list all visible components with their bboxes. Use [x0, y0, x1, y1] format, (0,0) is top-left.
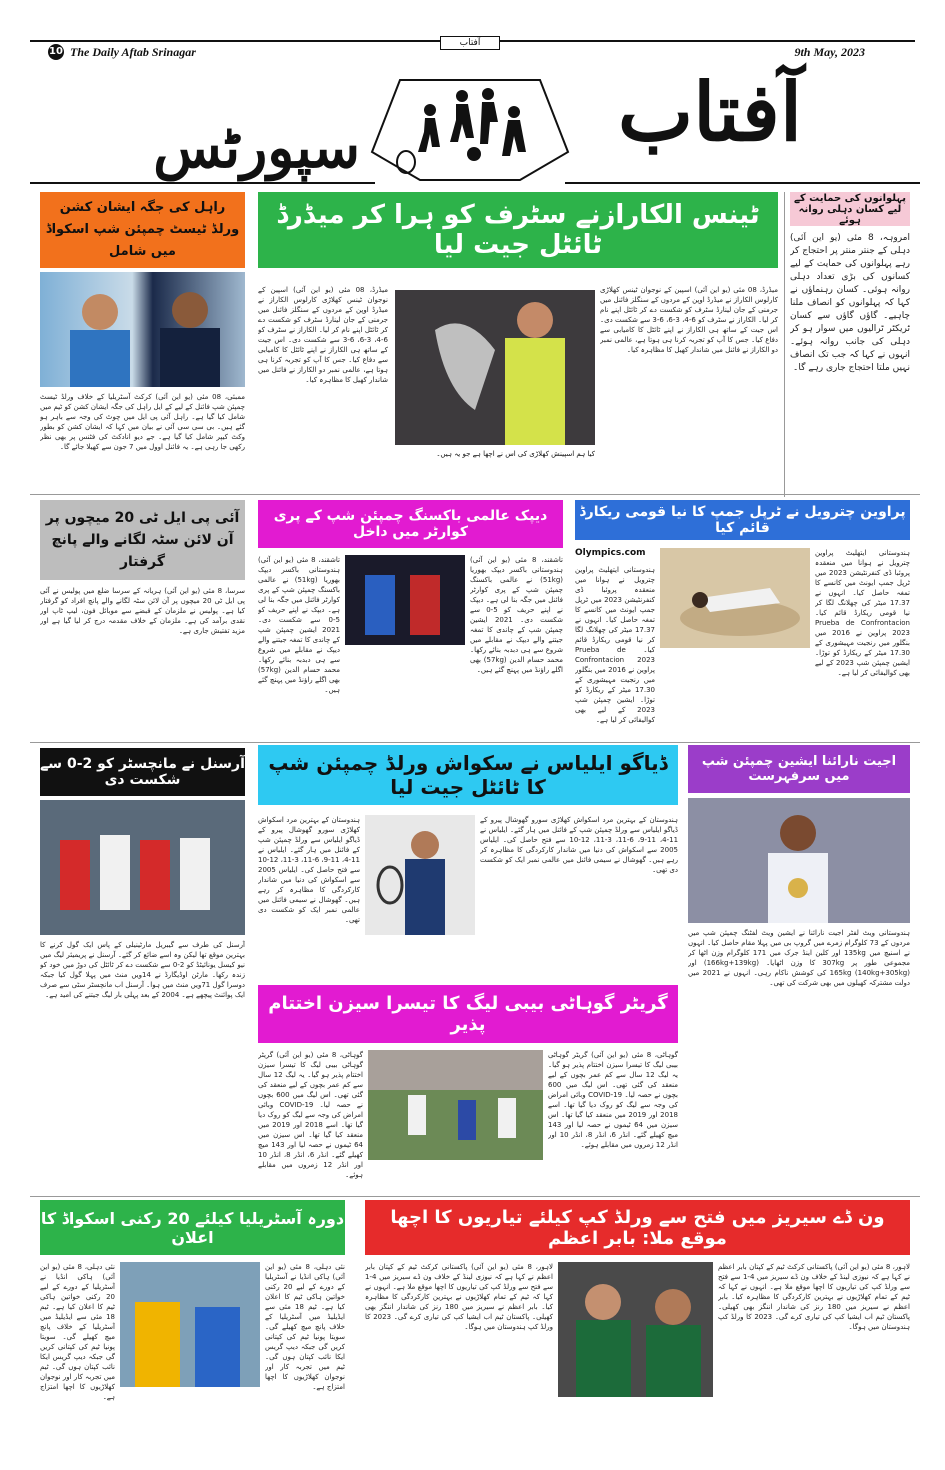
- rahul-photo: [40, 272, 245, 387]
- boxing-body-left: تاشقند، 8 مئی (یو این آئی) ہندوستانی باکسر دیپک بھوریا (51kg) نے عالمی باکسنگ چمپئن شپ کے پری کوارٹر فائنل میں جگہ بنا لی ہے۔ دیپک نے اپنے حریف کو 5-0 سے شکست دی۔ 2021 ایشین چمپئن شپ کے چاندی کا تمغہ جیتنے والے دیپک نے مقابلے میں شروع سے ہی دبدبہ بنائے رکھا۔ محمد حسام الدین (57kg) بھی اگلے راؤنڈ میں پہنچ گئے ہیں۔: [470, 556, 563, 674]
- babar-headline: ون ڈے سیریز میں فتح سے ورلڈ کپ کیلئے تیاریوں کا اچھا موقع ملا: بابر اعظم: [365, 1200, 910, 1255]
- ajith-photo: [688, 798, 910, 923]
- hockey-body-left: نئی دہلی، 8 مئی (یو این آئی) ہاکی انڈیا نے آسٹریلیا کے دورے کے لیے 20 رکنی خواتین ہاکی ٹیم کا اعلان کیا ہے۔ ٹیم 18 مئی سے ایڈیلیڈ میں آسٹریلیا کے خلاف پانچ میچ کھیلے گی۔ سویتا پونیا ٹیم کی کپتانی کریں گی جبکہ دیپ گریس ایکا نائب کپتان ہوں گی۔ ٹیم میں تجربہ کار اور نوجوان کھلاڑیوں کا اچھا امتزاج ہے۔: [265, 1263, 345, 1391]
- row-divider-2: [30, 742, 920, 743]
- praveen-body-right: ہندوستانی ایتھلیٹ پراوین چترویل نے ہوانا میں منعقدہ پروئبا ڈی کنفرنٹیشن 2023 میں ٹرپل جمپ ایونٹ میں کانسے کا تمغہ حاصل کیا۔ انہوں نے 17.37 میٹر کی چھلانگ لگا کر نیا قومی ریکارڈ قائم کیا۔ Prueba de Confrontacion 2023 پراوین نے 2016 میں بنگلور میں رنجیت مہیشوری کے 17.30 میٹر کے ریکارڈ کو توڑا۔ ایشین چمپئن شپ 2023 کے لیے بھی کوالیفائی کر لیا ہے۔: [815, 549, 910, 677]
- sports-logo-icon: [370, 72, 570, 182]
- triple-jump-photo-icon: [660, 548, 810, 648]
- alcaraz-photo: [395, 290, 595, 445]
- ajith-headline: اجیت نارائنا ایشین چمپئن شپ میں سرفہرست: [688, 745, 910, 793]
- rahul-body: ممبئی، 08 مئی (یو این آئی) کرکٹ آسٹریلیا کے خلاف ورلڈ ٹیسٹ چمپئن شپ فائنل کے لیے کے ایل راہل کی جگہ ایشان کشن کو ٹیم میں شامل کیا گیا ہے۔ راہل آئی پی ایل میں چوٹ کی وجہ سے باہر ہو گئے ہیں۔ بی سی سی آئی نے بیان میں کہا کہ ایشان کشن کو بطور وکٹ کیپر شامل کیا گیا ہے۔ جے دیو انادکٹ کی فٹنس پر بھی نظر رکھی جا رہی ہے۔ یہ فائنل اوول میں 7 جون سے کھیلا جائے گا۔: [40, 393, 245, 451]
- praveen-headline: پراوین چترویل نے ٹرپل جمپ کا نیا قومی ریکارڈ قائم کیا: [575, 500, 910, 540]
- page-number: 10: [48, 44, 64, 60]
- masthead-subtitle: سپورٹس: [153, 115, 360, 181]
- alcaraz-body-right: میڈرڈ، 08 مئی (یو این آئی) اسپین کے نوجوان ٹینس کھلاڑی کارلوس الکاراز نے میڈرڈ اوپن کے مردوں کے سنگلز فائنل میں جرمنی کے جان لینارڈ سٹرف کو شکست دے کر ٹائٹل اپنے نام کر لیا۔ الکاراز نے سٹرف کو 6-4، 3-6، 6-3 سے شکست دی۔ اس جیت کے ساتھ ہی الکاراز نے اپنے ٹائٹل کا کامیابی سے دفاع کیا۔ جس کا آپ کو تجربہ کرنا ہی ہوتا ہے، عالمی نمبر دو الکاراز نے فائنل میں شاندار کھیل کا مظاہرہ کیا۔: [600, 286, 778, 354]
- guwahati-photo: [368, 1050, 543, 1160]
- column-divider: [784, 192, 785, 497]
- arsenal-photo: [40, 800, 245, 935]
- masthead-title: آفتاب: [617, 65, 803, 159]
- ipl-body: سرسا، 8 مئی (یو این آئی) ہریانہ کے سرسا ضلع میں پولیس نے آئی پی ایل ٹی 20 میچوں پر آن لائن سٹہ لگانے والے پانچ افراد کو گرفتار کیا ہے۔ پولیس نے ملزمان کے قبضے سے موبائل فون، لیپ ٹاپ اور نقدی برآمد کی ہے۔ ملزمان کے خلاف مقدمہ درج کر لیا گیا ہے اور مزید تفتیش جاری ہے۔: [40, 587, 245, 635]
- small-logo: آفتاب: [440, 36, 500, 50]
- row-divider-3: [30, 1196, 920, 1197]
- boxing-photo: [345, 555, 465, 645]
- guwahati-body-right: گوہاٹی، 8 مئی (یو این آئی) گریٹر گوہاٹی بیبی لیگ کا تیسرا سیزن اختتام پذیر ہو گیا۔ یہ لیگ 12 سال سے کم عمر بچوں کے لیے منعقد کی گئی تھی۔ اس لیگ میں 600 بچوں نے حصہ لیا۔ COVID-19 وبائی امراض کی وجہ سے لیگ کو روک دیا گیا تھا۔ اسے 2018 اور 2019 میں منعقد کیا گیا تھا۔ اس سیزن میں 64 ٹیموں نے حصہ لیا اور 143 میچ کھیلے گئے۔ انڈر 6، انڈر 8، انڈر 10 اور انڈر 12 زمروں میں مقابلے ہوئے۔: [258, 1051, 363, 1179]
- weightlifter-photo-icon: [688, 798, 910, 923]
- wrestlers-headline: پہلوانوں کی حمایت کے لیے کسان دہلی روانہ ہوئے: [790, 192, 910, 226]
- hockey-body-right: نئی دہلی، 8 مئی (یو این آئی) ہاکی انڈیا نے آسٹریلیا کے دورے کے لیے 20 رکنی خواتین ہاکی ٹیم کا اعلان کیا ہے۔ ٹیم 18 مئی سے ایڈیلیڈ میں آسٹریلیا کے خلاف پانچ میچ کھیلے گی۔ سویتا پونیا ٹیم کی کپتانی کریں گی جبکہ دیپ گریس ایکا نائب کپتان ہوں گی۔ ٹیم میں تجربہ کار اور نوجوان کھلاڑیوں کا اچھا امتزاج ہے۔: [40, 1263, 115, 1401]
- tennis-player-photo-icon: [395, 290, 595, 445]
- rahul-headline: راہل کی جگہ ایشان کشن ورلڈ ٹیسٹ چمپئن شپ اسکواڈ میں شامل: [40, 192, 245, 268]
- hockey-photo: [120, 1262, 260, 1387]
- alcaraz-headline: ٹینس الکارازنے سٹرف کو ہرا کر میڈرڈ ٹائٹل جیت لیا: [258, 192, 778, 268]
- wrestlers-body: امروہہ، 8 مئی (یو این آئی) دہلی کے جنتر منتر پر احتجاج کر رہے پہلوانوں کی حمایت کے لیے کسانوں کی بڑی تعداد دہلی روانہ ہوئی۔ کسان رہنماؤں نے کہا کہ پہلوانوں کو انصاف ملنا چاہیے۔ گاؤں گاؤں سے کسان ٹریکٹر ٹرالیوں میں سوار ہو کر دہلی کی جانب روانہ ہوئے۔ انہوں نے کہا کہ جب تک انصاف نہیں ملتا احتجاج جاری رہے گا۔: [790, 233, 910, 373]
- masthead-rule-left: [30, 182, 375, 184]
- issue-date: 9th May, 2023: [794, 45, 865, 59]
- guwahati-headline: گریٹر گوہاٹی بیبی لیگ کا تیسرا سیزن اختتام پذیر: [258, 985, 678, 1043]
- ajith-body: ہندوستانی ویٹ لفٹر اجیت نارائنا نے ایشین ویٹ لفٹنگ چمپئن شپ میں مردوں کے 73 کلوگرام زمرے میں گروپ بی میں پہلا مقام حاصل کیا۔ انہوں نے اسنیچ میں 135kg اور کلین اینڈ جرک میں 171 کلوگرام وزن اٹھا کر مجموعی طور پر 307kg کا وزن اٹھایا۔ (166kg+139kg) اور (140kg+305kg) 165kg کی کوشش ناکام رہی۔ انہوں نے 2021 میں دولت مشترکہ کھیلوں میں بھی شرکت کی تھی۔: [688, 929, 910, 987]
- paper-name: The Daily Aftab Srinagar: [70, 45, 196, 59]
- boxing-headline: دیپک عالمی باکسنگ چمپئن شپ کے پری کوارٹر میں داخل: [258, 500, 563, 548]
- players-photo-icon: [40, 272, 245, 387]
- praveen-photo-credit: Olympics.com: [575, 548, 646, 558]
- arsenal-headline: آرسنل نے مانچسٹر کو 2-0 سے شکست دی: [40, 748, 245, 796]
- squash-body-right: ہندوستان کے بہترین مرد اسکواش کھلاڑی سورو گھوشال پیرو کے ڈیاگو ایلیاس سے ورلڈ چمپئن شپ کے فائنل میں ہار گئے۔ ایلیاس نے 11-4، 11-9، 6-11، 3-11، 12-10 سے فتح حاصل کی۔ ایلیاس 2005 سے اسکواش کی دنیا میں شاندار کارکردگی کا مظاہرہ کر رہے ہیں۔ گھوشال نے سیمی فائنل میں عالمی نمبر ایک کو شکست دی تھی۔: [258, 816, 360, 924]
- praveen-photo: [660, 548, 810, 648]
- hockey-players-photo-icon: [120, 1262, 260, 1387]
- guwahati-body-left: گوہاٹی، 8 مئی (یو این آئی) گریٹر گوہاٹی بیبی لیگ کا تیسرا سیزن اختتام پذیر ہو گیا۔ یہ لیگ 12 سال سے کم عمر بچوں کے لیے منعقد کی گئی تھی۔ اس لیگ میں 600 بچوں نے حصہ لیا۔ COVID-19 وبائی امراض کی وجہ سے لیگ کو روک دیا گیا تھا۔ اسے 2018 اور 2019 میں منعقد کیا گیا تھا۔ اس سیزن میں 64 ٹیموں نے حصہ لیا اور 143 میچ کھیلے گئے۔ انڈر 6، انڈر 8، انڈر 10 اور انڈر 12 زمروں میں مقابلے ہوئے۔: [548, 1051, 678, 1149]
- squash-player-photo-icon: [365, 815, 475, 935]
- babar-body-right: لاہور، 8 مئی (یو این آئی) پاکستانی کرکٹ ٹیم کے کپتان بابر اعظم نے کہا ہے کہ نیوزی لینڈ کے خلاف ون ڈے سیریز میں 4-1 سے فتح سے ورلڈ کپ کی تیاریوں کا اچھا موقع ملا ہے۔ انہوں نے کہا کہ ٹیم کے تمام کھلاڑیوں نے بہترین کارکردگی کا مظاہرہ کیا۔ بابر اعظم نے سیریز میں 180 رنز کی شاندار اننگز بھی کھیلی۔ پاکستان ٹیم اب ایشیا کپ کی تیاری کرے گی۔ 2023 کا ورلڈ کپ ہندوستان میں ہوگا۔: [365, 1263, 553, 1331]
- football-players-photo-icon: [40, 800, 245, 935]
- alcaraz-body-left: میڈرڈ، 08 مئی (یو این آئی) اسپین کے نوجوان ٹینس کھلاڑی کارلوس الکاراز نے میڈرڈ اوپن کے مردوں کے سنگلز فائنل میں جرمنی کے جان لینارڈ سٹرف کو شکست دے کر ٹائٹل اپنے نام کر لیا۔ الکاراز نے سٹرف کو 6-4، 3-6، 6-3 سے شکست دی۔ اس جیت کے ساتھ ہی الکاراز نے اپنے ٹائٹل کا کامیابی سے دفاع کیا۔ جس کا آپ کو تجربہ کرنا ہی ہوتا ہے، عالمی نمبر دو الکاراز نے فائنل میں شاندار کھیل کا مظاہرہ کیا۔: [258, 286, 388, 384]
- alcaraz-caption: کیا ہم اسپینش کھلاڑی کی اس نے اچھا ہے جو یہ ہیں۔: [436, 450, 595, 458]
- squash-headline: ڈیاگو ایلیاس نے سکواش ورلڈ چمپئن شپ کا ٹائٹل جیت لیا: [258, 745, 678, 805]
- hockey-headline: دورہ آسٹریلیا کیلئے 20 رکنی اسکواڈ کا اعلان: [40, 1200, 345, 1255]
- squash-body-left: ہندوستان کے بہترین مرد اسکواش کھلاڑی سورو گھوشال پیرو کے ڈیاگو ایلیاس سے ورلڈ چمپئن شپ کے فائنل میں ہار گئے۔ ایلیاس نے 11-4، 11-9، 6-11، 3-11، 12-10 سے فتح حاصل کی۔ ایلیاس 2005 سے اسکواش کی دنیا میں شاندار کارکردگی کا مظاہرہ کر رہے ہیں۔ گھوشال نے سیمی فائنل میں عالمی نمبر ایک کو شکست دی تھی۔: [480, 816, 678, 874]
- kids-football-photo-icon: [368, 1050, 543, 1160]
- ipl-headline: آئی پی ایل ٹی 20 میچوں پر آن لائن سٹہ لگانے والے پانچ گرفتار: [40, 500, 245, 580]
- row-divider-1: [30, 494, 920, 495]
- arsenal-body: آرسنل کی طرف سے گیبریل مارٹینیلی کے پاس ایک گول کرنے کا بہترین موقع تھا لیکن وہ اسے ضائع کر گئے۔ آرسنل نے پریمیئر لیگ میں نیو کیسل یونائیٹڈ کو 2-0 سے شکست دے کر ٹائٹل کی دوڑ میں خود کو زندہ رکھا۔ مارٹن اوڈیگارڈ نے 14ویں منٹ میں پہلا گول کیا جبکہ دوسرا گول 71ویں منٹ میں ہوا۔ آرسنل اب مانچسٹر سٹی سے صرف ایک پوائنٹ پیچھے ہے۔ 2004 کے بعد پہلی بار لیگ جیتنے کی امید ہے۔: [40, 941, 245, 999]
- praveen-body-left: ہندوستانی ایتھلیٹ پراوین چترویل نے ہوانا میں منعقدہ پروئبا ڈی کنفرنٹیشن 2023 میں ٹرپل جمپ ایونٹ میں کانسے کا تمغہ حاصل کیا۔ انہوں نے 17.37 میٹر کی چھلانگ لگا کر نیا قومی ریکارڈ قائم کیا۔ Prueba de Confrontacion 2023 پراوین نے 2016 میں بنگلور میں رنجیت مہیشوری کے 17.30 میٹر کے ریکارڈ کو توڑا۔ ایشین چمپئن شپ 2023 کے لیے بھی کوالیفائی کر لیا ہے۔: [575, 566, 655, 724]
- babar-body-left: لاہور، 8 مئی (یو این آئی) پاکستانی کرکٹ ٹیم کے کپتان بابر اعظم نے کہا ہے کہ نیوزی لینڈ کے خلاف ون ڈے سیریز میں 4-1 سے فتح سے ورلڈ کپ کی تیاریوں کا اچھا موقع ملا ہے۔ انہوں نے کہا کہ ٹیم کے تمام کھلاڑیوں نے بہترین کارکردگی کا مظاہرہ کیا۔ بابر اعظم نے سیریز میں 180 رنز کی شاندار اننگز بھی کھیلی۔ پاکستان ٹیم اب ایشیا کپ کی تیاری کرے گی۔ 2023 کا ورلڈ کپ ہندوستان میں ہوگا۔: [718, 1263, 910, 1331]
- boxers-photo-icon: [345, 555, 465, 645]
- babar-photo: [558, 1262, 713, 1397]
- cricketers-photo-icon: [558, 1262, 713, 1397]
- squash-photo: [365, 815, 475, 935]
- boxing-body-right: تاشقند، 8 مئی (یو این آئی) ہندوستانی باکسر دیپک بھوریا (51kg) نے عالمی باکسنگ چمپئن شپ کے پری کوارٹر فائنل میں جگہ بنا لی ہے۔ دیپک نے اپنے حریف کو 5-0 سے شکست دی۔ 2021 ایشین چمپئن شپ کے چاندی کا تمغہ جیتنے والے دیپک نے مقابلے میں شروع سے ہی دبدبہ بنائے رکھا۔ محمد حسام الدین (57kg) بھی اگلے راؤنڈ میں پہنچ گئے ہیں۔: [258, 556, 340, 694]
- masthead-rule-right: [565, 182, 920, 184]
